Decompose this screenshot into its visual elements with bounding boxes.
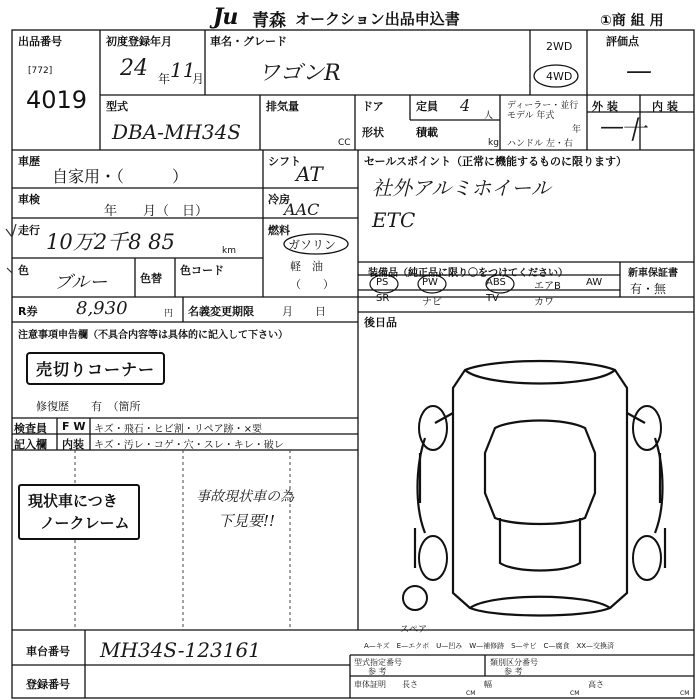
equip-leather: カワ — [534, 297, 554, 308]
sold-corner-stamp: 売切りコーナー — [26, 352, 165, 385]
interior-label: 内 装 — [652, 100, 678, 113]
damage-diagram — [395, 358, 685, 623]
equip-abs: ABS — [486, 277, 506, 288]
yen-unit: 円 — [164, 309, 174, 319]
width-label: 幅 — [484, 680, 492, 689]
name-change-label: 名義変更期限 — [188, 305, 254, 318]
name-change-value: 月 日 — [282, 305, 326, 318]
category-label: 類別区分番号 — [490, 658, 538, 667]
lot-number: 4019 — [26, 86, 88, 114]
warranty-label: 新車保証書 — [628, 268, 678, 279]
cm-unit-1: CM — [466, 690, 476, 697]
as-is-line-1: 現状車につき — [28, 492, 118, 510]
first-reg-unit-month: 月 — [192, 72, 205, 86]
history-value: 自家用・（ ） — [52, 167, 189, 186]
shape-label: 形状 — [362, 126, 384, 139]
equip-sr: SR — [376, 293, 390, 304]
inner-label: 内装 — [62, 438, 84, 451]
usage-corner: ①商 組 用 — [600, 13, 664, 29]
drive-4wd: 4WD — [546, 70, 573, 83]
interior-value: 十 — [620, 116, 647, 146]
color-value: ブルー — [54, 272, 108, 293]
rating-label: 評価点 — [606, 35, 639, 48]
first-reg-month: 11 — [170, 58, 196, 82]
car-name-value: ワゴンR — [258, 61, 341, 86]
model-value: DBA-MH34S — [112, 120, 242, 144]
model-label: 型式 — [106, 100, 128, 113]
displacement-label: 排気量 — [266, 100, 299, 113]
inspection-value: 年 月（ 日） — [104, 204, 209, 219]
door-label: ドア — [362, 100, 384, 113]
cm-unit-3: CM — [680, 690, 690, 697]
color-label: 色 — [18, 264, 29, 277]
fw-items: キズ・飛石・ヒビ割・リペア跡・×要 — [94, 424, 262, 435]
type-cert-ref: 参 考 — [368, 667, 387, 676]
first-reg-unit-year: 年 — [158, 72, 171, 86]
handwritten-note-1: 事故現状車の為 — [196, 489, 294, 505]
notes-label: 注意事項申告欄（不具合内容等は具体的に記入して下さい） — [18, 330, 288, 341]
mileage-label: 走行 — [18, 224, 40, 237]
year-unit: 年 — [572, 125, 582, 135]
later-items-label: 後日品 — [364, 316, 397, 329]
as-is-stamp — [18, 484, 140, 540]
inspector-label: 検査員 — [14, 422, 47, 435]
persons-unit: 人 — [484, 111, 494, 121]
equip-navi: ナビ — [422, 297, 442, 308]
fuel-selection-circle — [282, 232, 350, 256]
fuel-label: 燃料 — [268, 224, 290, 237]
equip-pw: PW — [422, 277, 438, 288]
fw-label: F W — [62, 420, 86, 433]
ac-label: 冷房 — [268, 193, 290, 206]
auction-logo: Ju — [213, 4, 238, 30]
sales-label: セールスポイント（正常に機能するものに限ります） — [364, 155, 628, 168]
exterior-label: 外 装 — [592, 100, 618, 113]
capacity-value: 4 — [460, 96, 471, 115]
chassis-label: 車台番号 — [26, 645, 70, 658]
equip-aw: AW — [586, 277, 603, 288]
history-label: 車歴 — [18, 155, 40, 168]
km-unit: km — [222, 246, 236, 256]
type-cert-label: 型式指定番号 — [354, 658, 402, 667]
org-name: 青森 — [252, 11, 286, 31]
damage-legend: A—キズ E—エクボ U—凹み W—補修跡 S—サビ C—腐食 XX—交換済 — [364, 642, 615, 650]
recycle-value: 8,930 — [76, 298, 128, 319]
sales-line-2: ETC — [372, 208, 416, 232]
first-reg-year: 24 — [120, 56, 148, 81]
mileage-value: 10万2千8 85 — [46, 230, 175, 254]
car-name-label: 車名・グレード — [210, 35, 287, 48]
equipment-label: 装備品（純正品に限り〇をつけてください） — [368, 268, 568, 279]
repair-history: 修復歴 有 （箇所 — [36, 400, 141, 413]
shift-label: シフト — [268, 155, 301, 168]
body-cert-label: 車体証明 — [354, 680, 386, 689]
shift-value: AT — [296, 162, 323, 186]
model-year-label: モデル 年式 — [507, 111, 555, 121]
kg-unit: kg — [488, 138, 499, 148]
reg-number-label: 登録番号 — [26, 678, 70, 691]
fuel-other: （ ） — [290, 278, 334, 291]
equip-airbag: エアB — [534, 281, 561, 292]
color-code-label: 色コード — [180, 264, 224, 277]
lot-label: 出品番号 — [18, 35, 62, 48]
form-title: オークション出品申込書 — [295, 10, 460, 28]
length-label: 長さ — [402, 680, 418, 689]
lot-small-number: [772] — [28, 66, 53, 76]
recycle-label: R券 — [18, 305, 38, 318]
rating-value: — — [626, 56, 652, 86]
entry-label: 記入欄 — [14, 438, 47, 451]
chassis-value: MH34S-123161 — [100, 638, 261, 662]
fuel-diesel: 軽 油 — [290, 260, 323, 273]
fuel-gasoline: ガソリン — [288, 238, 337, 252]
sales-line-1: 社外アルミホイール — [372, 176, 551, 200]
warranty-value: 有・無 — [630, 282, 667, 296]
category-ref: 参 考 — [504, 667, 523, 676]
first-reg-label: 初度登録年月 — [106, 35, 172, 48]
ac-value: AAC — [284, 200, 320, 219]
as-is-line-2: ノークレーム — [40, 514, 130, 532]
handwritten-note-2: 下見要!! — [218, 512, 276, 530]
equip-tv: TV — [486, 293, 499, 304]
cc-unit: CC — [338, 138, 351, 148]
spare-label: スペア — [400, 625, 428, 635]
dealer-label: ディーラー・並行 — [507, 101, 579, 111]
handle-label: ハンドル 左・右 — [507, 139, 573, 149]
drive-2wd: 2WD — [546, 40, 573, 53]
load-label: 積載 — [416, 126, 438, 139]
inspection-label: 車検 — [18, 193, 40, 206]
exterior-value: — — [600, 112, 624, 140]
cm-unit-2: CM — [570, 690, 580, 697]
capacity-label: 定員 — [416, 100, 438, 113]
equip-ps: PS — [376, 277, 389, 288]
height-label: 高さ — [588, 680, 604, 689]
color-swap-label: 色替 — [140, 272, 162, 285]
inner-items: キズ・汚レ・コゲ・穴・スレ・キレ・破レ — [94, 440, 284, 451]
